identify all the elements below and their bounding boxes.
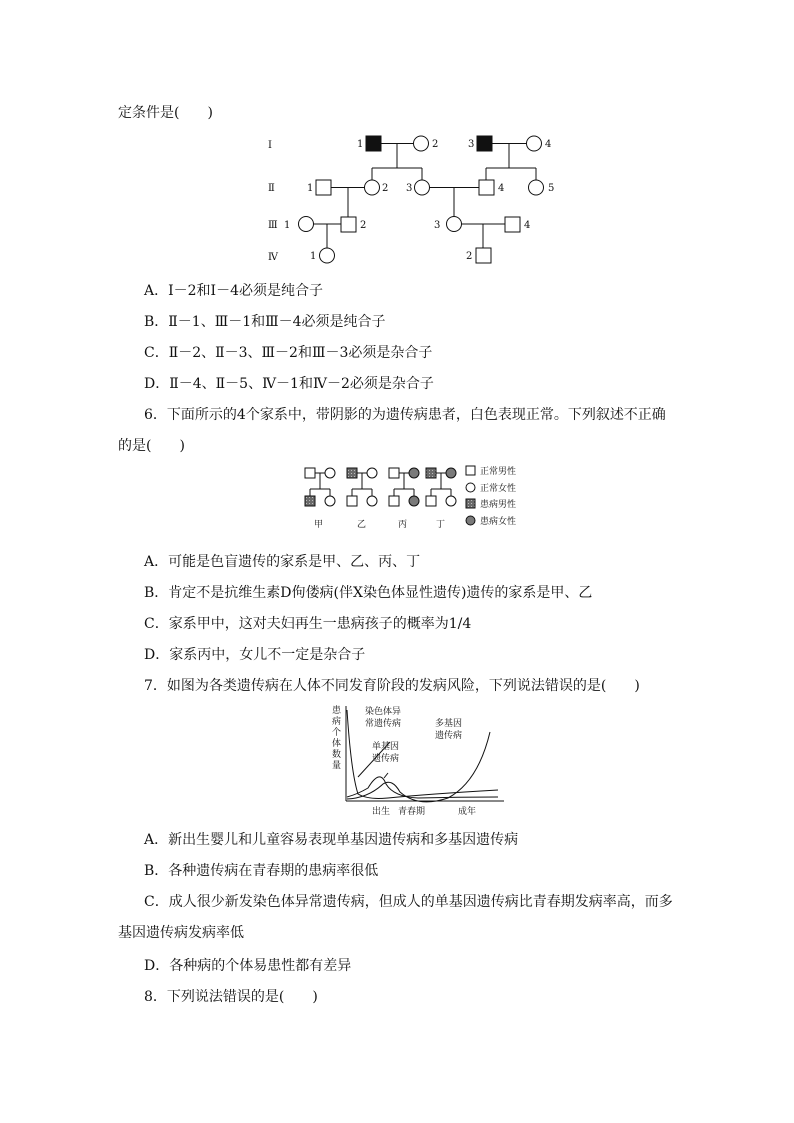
pedigree-normal-male <box>426 496 436 506</box>
pedigree-affected-female <box>409 496 419 506</box>
pedigree-affected-female <box>446 468 456 478</box>
pedigree-normal-male <box>341 217 356 232</box>
pedigree-normal-female <box>367 468 377 478</box>
pedigree-number: 3 <box>406 183 413 194</box>
pedigree-affected-male <box>426 468 436 478</box>
pedigree-normal-female <box>367 496 377 506</box>
family-label: 甲 <box>314 520 324 530</box>
pedigree-number: 1 <box>307 183 314 194</box>
x-tick-label: 成年 <box>458 807 477 817</box>
question-text: 定条件是( ) <box>118 105 213 121</box>
family-label: 丁 <box>436 520 446 530</box>
legend-label: 患病男性 <box>480 500 517 510</box>
y-axis-label-char: 病 <box>332 717 342 727</box>
pedigree-affected-female <box>409 468 419 478</box>
annotation-single-2: 遗传病 <box>372 754 400 764</box>
pedigree-number: 2 <box>382 183 389 194</box>
legend-label: 患病女性 <box>480 517 517 527</box>
option-d: D．各种病的个体易患性都有差异 <box>144 958 352 974</box>
pedigree-normal-female <box>299 217 314 232</box>
legend-label: 正常男性 <box>480 467 517 477</box>
family-label: 丙 <box>398 520 408 530</box>
option-c: C．成人很少新发染色体异常遗传病，但成人的单基因遗传病比青春期发病率高，而多 <box>144 894 673 910</box>
option-b: B．肯定不是抗维生素D佝偻病(伴X染色体显性遗传)遗传的家系是甲、乙 <box>144 585 593 601</box>
generation-label: Ⅱ <box>268 183 275 194</box>
legend-normal-female-symbol <box>466 483 475 492</box>
pedigree-number: 4 <box>524 220 531 231</box>
pedigree-normal-female <box>325 496 335 506</box>
pedigree-normal-male <box>505 217 520 232</box>
pedigree-normal-female <box>447 217 462 232</box>
option-a: A．Ⅰ－2和Ⅰ－4必须是纯合子 <box>144 283 323 299</box>
pedigree-normal-female <box>320 248 335 263</box>
option-c: C．家系甲中，这对夫妇再生一患病孩子的概率为1/4 <box>144 616 472 632</box>
pedigree-number: 4 <box>498 183 505 194</box>
generation-label: Ⅰ <box>268 140 272 151</box>
option-a: A．可能是色盲遗传的家系是甲、乙、丙、丁 <box>144 554 421 570</box>
y-axis-label-char: 数 <box>332 750 342 760</box>
annotation-chromosome-2: 常遗传病 <box>365 719 402 729</box>
question-8: 8．下列说法错误的是( ) <box>144 989 318 1005</box>
annotation-single-1: 单基因 <box>372 742 400 752</box>
annotation-multi-1: 多基因 <box>435 719 463 729</box>
pedigree-normal-female <box>415 180 430 195</box>
x-tick-label: 出生 <box>372 807 391 817</box>
y-axis-label-char: 个 <box>332 728 342 738</box>
pedigree-number: 1 <box>357 139 364 150</box>
risk-chart <box>328 702 508 822</box>
annotation-pointer <box>384 773 388 778</box>
pedigree-number: 1 <box>310 251 317 262</box>
pedigree-number: 3 <box>434 220 441 231</box>
y-axis-label-char: 量 <box>332 761 342 771</box>
pedigree-normal-female <box>414 136 429 151</box>
y-axis-label <box>332 704 342 771</box>
pedigree-normal-male <box>479 180 494 195</box>
pedigree-figure-1 <box>262 128 562 268</box>
pedigree-number: 2 <box>432 139 439 150</box>
legend-normal-male-symbol <box>466 466 475 475</box>
generation-label: Ⅲ <box>268 220 278 231</box>
legend-label: 正常女性 <box>480 484 517 494</box>
question-7: 7．如图为各类遗传病在人体不同发育阶段的发病风险，下列说法错误的是( ) <box>144 678 640 694</box>
pedigree-number: 5 <box>548 183 555 194</box>
option-d: D．家系丙中，女儿不一定是杂合子 <box>144 647 366 663</box>
option-d: D．Ⅱ－4、Ⅱ－5、Ⅳ－1和Ⅳ－2必须是杂合子 <box>144 376 434 392</box>
annotation-multi-2: 遗传病 <box>435 731 463 741</box>
x-tick-label: 青春期 <box>398 807 426 817</box>
pedigree-figure-2 <box>300 464 530 534</box>
pedigree-normal-female <box>527 136 542 151</box>
pedigree-number: 3 <box>468 139 475 150</box>
question-6: 6．下面所示的4个家系中，带阴影的为遗传病患者，白色表现正常。下列叙述不正确 <box>144 407 666 423</box>
annotation-chromosome-1: 染色体异 <box>365 707 402 717</box>
y-axis-label-char: 体 <box>332 739 342 749</box>
pedigree-normal-female <box>529 180 544 195</box>
option-b: B．Ⅱ－1、Ⅲ－1和Ⅲ－4必须是纯合子 <box>144 314 386 330</box>
legend-affected-female-symbol <box>466 516 475 525</box>
pedigree-normal-female <box>365 180 380 195</box>
pedigree-affected-male <box>305 496 315 506</box>
pedigree-normal-male <box>305 468 315 478</box>
option-a: A．新出生婴儿和儿童容易表现单基因遗传病和多基因遗传病 <box>144 832 519 848</box>
pedigree-number: 2 <box>466 251 473 262</box>
pedigree-affected-male <box>477 136 492 151</box>
option-b: B．各种遗传病在青春期的患病率很低 <box>144 863 379 879</box>
pedigree-normal-male <box>476 248 491 263</box>
pedigree-number: 4 <box>545 139 552 150</box>
pedigree-affected-male <box>347 468 357 478</box>
pedigree-normal-male <box>389 496 399 506</box>
pedigree-number: 1 <box>284 220 291 231</box>
pedigree-normal-female <box>325 468 335 478</box>
legend-affected-male-symbol <box>466 499 475 508</box>
option-c: C．Ⅱ－2、Ⅱ－3、Ⅲ－2和Ⅲ－3必须是杂合子 <box>144 345 433 361</box>
pedigree-normal-male <box>316 180 331 195</box>
generation-label: Ⅳ <box>268 252 278 263</box>
pedigree-normal-male <box>347 496 357 506</box>
family-label: 乙 <box>357 520 367 530</box>
pedigree-affected-male <box>366 136 381 151</box>
pedigree-normal-female <box>446 496 456 506</box>
pedigree-number: 2 <box>360 220 367 231</box>
pedigree-normal-male <box>389 468 399 478</box>
option-c-cont: 基因遗传病发病率低 <box>118 925 244 941</box>
question-6-cont: 的是( ) <box>118 438 185 454</box>
y-axis-label-char: 患 <box>332 706 342 716</box>
